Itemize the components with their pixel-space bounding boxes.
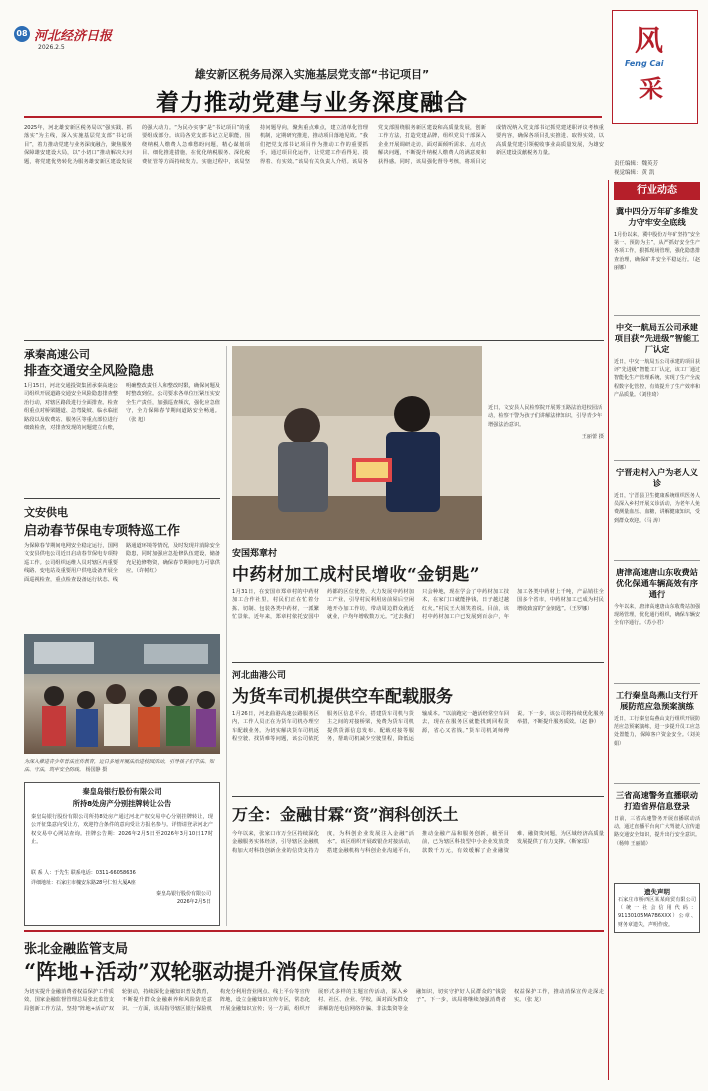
sidebar-item-body: 近日，中交一航局五公司承建的项目获评“先进级”智能工厂认定，该工厂通过智能化生产管理系统，实现了生产全流程数字化管控，有效提升了生产效率和产品质量。（刘佳琦） [614, 359, 700, 398]
editor-credit [614, 160, 698, 178]
photo-caption-author: 王丽蕾 摄 [581, 434, 604, 441]
paper-name: 河北经济日报 [34, 29, 113, 44]
bottom-headline: “阵地+活动”双轮驱动提升消保宣传质效 [24, 959, 402, 984]
section-rule [24, 498, 220, 499]
sidebar-item-title: 三省高速警务直播联动打造省界信息登录 [616, 790, 698, 811]
photo-kids-caption [24, 758, 220, 774]
lead-rule [24, 116, 602, 118]
column-char-feng: 风 [635, 24, 664, 57]
sidebar-rule [614, 560, 700, 561]
sidebar-item-body: 日前，三省高速警务开展直播联动活动，通过直播平台向广大驾驶人宣传道路交通安全知识，提升出行安全意识。（杨帅 王丽娟） [614, 816, 700, 847]
wanquan-headline: 万全：金融甘霖“资”润科创沃土 [232, 805, 459, 824]
sidebar-rule [614, 683, 700, 684]
bottom-rule [24, 930, 604, 932]
sidebar-item-title: 唐津高速唐山东收费站优化保通车辆高效有序通行 [616, 567, 698, 599]
sidebar-item-body: 今年以来，唐津高速唐山东收费站加强现场管理，优化通行组织，确保车辆安全有序通行。（苏小君） [614, 604, 700, 627]
culture-title-1: 文安供电 [24, 506, 68, 519]
culture-title-2: 启动春节保电专项特巡工作 [24, 524, 181, 539]
column-pinyin: Feng Cai [625, 59, 664, 68]
lead-headline: 着力推动党建与业务深度融合 [156, 89, 468, 116]
truck-headline: 为货车司机提供空车配载服务 [232, 687, 453, 707]
culture-body: 为保障春节期间电网安全稳定运行，国网文安县供电公司近日启动春节保电专项特巡工作。公司组织运维人员对辖区内重要线路、变电站及重要用户供电设备开展全面巡视检查，重点检查设备运行状态、线路通道环境等情况，及时发现并消除安全隐患，同时加强应急抢修队伍建设，储备充足抢修物资，确保春节期间电力可靠供应。（许树红） [24, 543, 220, 583]
sidebar-rule [614, 460, 700, 461]
exam-title-2: 排查交通安全风险隐患 [24, 364, 155, 379]
exam-title-1: 承秦高速公司 [24, 348, 90, 361]
bank-notice [24, 782, 220, 926]
column-char-cai: 采 [639, 74, 663, 103]
notice-contact: 联 系 人：于先生 联系电话：0311-66058636 [31, 870, 136, 876]
bottom-kicker: 张北金融监管支局 [24, 942, 129, 957]
photo-kids-scene [24, 634, 220, 754]
photo-prosecutor [232, 346, 482, 540]
notice-address: 详细地址：石家庄市槐安东路28号仁恒大厦A座 [31, 880, 136, 886]
editor-line-2: 视觉编辑：黄 凯 [614, 170, 655, 176]
editor-line-1: 责任编辑：魏英芳 [614, 161, 659, 167]
sidebar-item-title: 宁晋走村入户为老人义诊 [616, 467, 698, 488]
sidebar-item-title: 工行秦皇岛燕山支行开展防范应急预案演练 [616, 690, 698, 711]
photo-kids-author: 杨国静 摄 [85, 767, 108, 773]
bottom-body: 为切实提升金融消费者权益保护工作质效，国家金融监督管理总局张北监管支局创新工作方法，坚持“阵地+活动”双轮驱动，持续深化金融知识普及教育，不断提升群众金融素养和风险防范意识。一方面，该局指导辖区银行保险机构充分利用营业网点、线上平台等宣传阵地，设立金融知识宣传专区，常态化开展金融知识宣传；另一方面，组织开展形式多样的主题宣传活动，深入乡村、社区、企业、学校，面对面为群众讲解防范电信网络诈骗、非法集资等金融知识，切实守护好人民群众的“钱袋子”。下一步，该局将继续加强消费者权益保护工作，推动消保宣传走深走实。（张 龙） [24, 989, 604, 1012]
lead-kicker: 雄安新区税务局深入实施基层党支部“书记项目” [194, 68, 430, 81]
photo-prosecutor-caption [488, 404, 604, 442]
sidebar-item-body: 近日，宁晋县卫生健康系统组织医务人员深入乡村开展义诊活动，为老年人免费测量血压、血糖，讲解健康知识，受到群众欢迎。（马 涛） [614, 493, 700, 524]
photo-kids [24, 634, 220, 754]
section-rule [232, 662, 604, 663]
sidebar-ad-body: 石家庄市桥西区某某商贸有限公司（统一社会信用代码：91130105MA7B6XXX）公章、财务章遗失，声明作废。 [618, 897, 696, 928]
photo-kids-caption-text: 为深入推进青少年普法宣传教育，近日多地开展法治进校园活动，引导孩子们学法、知法、守法，筑牢安全防线。 [24, 759, 215, 773]
lead-body: 2025年，河北雄安新区税务局以“强实践、抓落实”为主线，深入实施基层党支部“书记项目”，着力推动党建与业务深度融合，聚焦服务保障雄安建设大局，以“小切口”推动解决大问题，将党建优势转化为服务雄安新区建设发展的强大动力。“为民办实事”是“书记项目”的重要组成部分。该局各党支部书记立足职能，围绕纳税人缴费人急难愁盼问题，精心谋划项目、细化推进措施，在优化纳税服务、深化税费征管等方面持续发力。实施过程中，该局坚持问题导向，聚焦重点难点，建立清单化管理机制，定期研究推进，推动项目落地见效。“我们把党支部书记项目作为推动工作的重要抓手，通过项目化运作，让党建工作看得见、摸得着、有实效。”该局有关负责人介绍。该局各党支部围绕服务新区建设和高质量发展，创新工作方法，打造党建品牌，组织党员干部深入企业开展调研走访，面对面倾听需求、点对点解决问题，不断提升纳税人缴费人的满意度和获得感。同时，该局强化督导考核，将项目完成情况纳入党支部书记抓党建述职评议考核重要内容，确保各项目扎实推进、取得实效，以高质量党建引领税收事业高质量发展，为雄安新区建设贡献税务力量。 [24, 125, 604, 165]
sidebar-rule [614, 315, 700, 316]
sidebar-section-title: 行业动态 [614, 182, 700, 200]
herbs-body: 1月31日，在安国市郑章村的中药材加工合作社里，村民们正在忙着分拣、切制、包装各类中药材，一派繁忙景象。近年来，郑章村依托安国中药都的区位优势，大力发展中药材加工产业，引导村民利用房前屋后空闲地开办加工作坊，带动周边群众就近就业，户均年增收数万元。“过去我们只会种地，现在学会了中药材加工技术，在家门口就能挣钱，日子越过越红火。”村民王大姐笑着说。目前，该村中药材加工户已发展到百余户，年加工各类中药材上千吨，产品销往全国多个省市，中药材加工已成为村民增收致富的“金钥匙”。（王罗娜） [232, 589, 604, 621]
sidebar-ad-title: 遗失声明 [644, 888, 670, 896]
notice-body: 秦皇岛银行股份有限公司所持8处房产通过河北产权交易中心分别挂牌转让，现公开征集意向受让方，欢迎符合条件的意向受让方报名参与。详情请登录河北产权交易中心网站查询。挂牌公告期：2026年2月5日至2026年3月10日17时止。 [31, 814, 213, 846]
notice-signature: 秦皇岛银行股份有限公司 [155, 891, 211, 897]
masthead [0, 0, 708, 56]
section-rule [232, 796, 604, 797]
truck-kicker: 河北曲港公司 [232, 671, 287, 681]
issue-date: 2026.2.5 [38, 44, 65, 51]
sidebar [614, 182, 700, 1082]
section-rule [24, 340, 604, 341]
photo-caption-text: 近日，文安县人民检察院开展雾玉路法治进校园活动，检察干警为孩子们讲解法律知识，引导青少年增强法治意识。 [488, 405, 603, 428]
sidebar-divider [608, 180, 609, 1080]
column-divider [226, 346, 227, 926]
truck-body: 1月26日，河北曲港高速公路服务区内，工作人员正在为货车司机办理空车配载业务。为切实解决货车司机返程空驶、找货难等问题，该公司依托服务区信息平台，搭建货车司机与货主之间的对接桥梁，免费为货车司机提供货源信息发布、配载对接等服务，帮助司机减少空驶里程，降低运输成本。“以前跑完一趟活经常空车回去，现在在服务区就能找到回程货源，省心又省钱。”货车司机刘师傅说。下一步，该公司将持续优化服务举措，不断提升服务质效。（赵 静） [232, 711, 604, 743]
herbs-kicker: 安国郑章村 [232, 549, 278, 559]
column-banner [612, 10, 698, 124]
sidebar-item-body: 近日，工行秦皇岛燕山支行组织开展防范应急预案演练，进一步提升员工应急处置能力，保障客户资金安全。（刘美娟） [614, 716, 700, 747]
page-number: 08 [14, 26, 30, 42]
notice-title-1: 秦皇岛银行股份有限公司 [82, 787, 162, 796]
sidebar-item-body: 1月份以来，冀中股份万年矿坚持“安全第一、预防为主”，从严抓好安全生产各项工作，狠抓现场管理，强化隐患排查治理，确保矿井安全平稳运行。（赵丽娜） [614, 232, 700, 271]
sidebar-item-title: 冀中四分万年矿多维发力守牢安全底线 [616, 206, 698, 227]
exam-body: 1月15日，河北交通投资集团承秦高速公司组织开展道路交通安全风险隐患排查整治行动，对辖区路段进行全面排查。检查组重点对桥梁隧道、急弯陡坡、临水临崖路段以及收费站、服务区等重点部位进行细致检查，对排查发现的问题建立台账，明确整改责任人和整改时限，确保问题及时整改到位。公司要求各单位压紧压实安全生产责任，加强巡查频次，强化应急值守，全力保障春节期间道路安全畅通。（张 旭） [24, 383, 220, 432]
sidebar-item-title: 中交一航局五公司承建项目获“先进级”智能工厂认定 [614, 322, 700, 354]
notice-title-2: 所持8处房产分别挂牌转让公告 [72, 799, 172, 808]
sidebar-ad-box [614, 883, 700, 933]
photo-prosecutor-scene [232, 346, 482, 540]
notice-date: 2026年2月5日 [176, 899, 211, 905]
sidebar-rule [614, 783, 700, 784]
herbs-headline: 中药材加工成村民增收“金钥匙” [232, 565, 481, 585]
wanquan-body: 今年以来，张家口市万全区持续深化金融服务实体经济，引导辖区金融机构加大对科技创新企业的信贷支持力度，为科创企业发展注入金融“活水”。该区组织开展政银企对接活动，搭建金融机构与科创企业沟通平台，推动金融产品和服务创新，截至目前，已为辖区科技型中小企业发放贷款数千万元，有效缓解了企业融资难、融资贵问题，为区域经济高质量发展提供了有力支撑。（靳家瑶） [232, 831, 604, 854]
